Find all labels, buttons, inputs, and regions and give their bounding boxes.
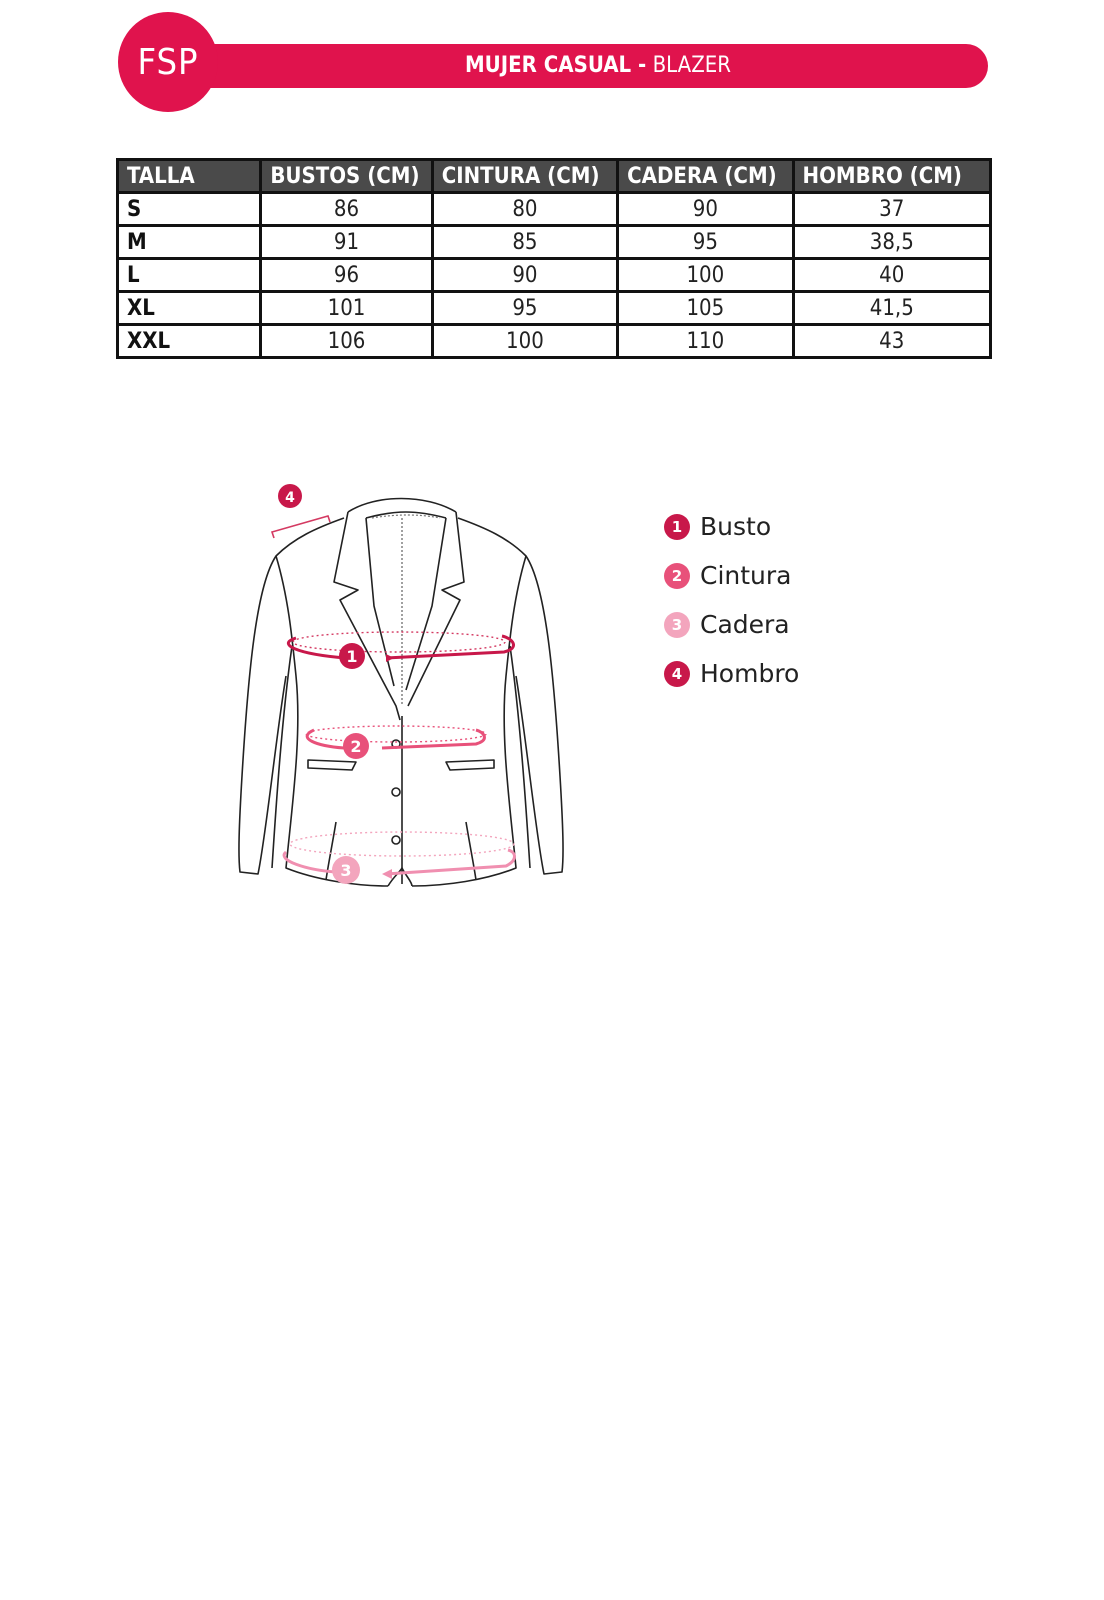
number-2-icon: 2 — [664, 563, 690, 589]
cell-cadera: 100 — [618, 259, 793, 292]
legend-item-cintura — [664, 551, 799, 600]
svg-text:2: 2 — [350, 737, 362, 756]
table-row — [118, 193, 991, 226]
cell-cintura: 85 — [432, 226, 617, 259]
legend-label: Cintura — [700, 561, 792, 590]
cell-cadera: 105 — [618, 292, 793, 325]
cell-cadera: 110 — [618, 325, 793, 358]
svg-text:3: 3 — [340, 861, 352, 880]
cell-busto: 86 — [261, 193, 432, 226]
cell-hombro: 38,5 — [793, 226, 990, 259]
header-talla: TALLA — [118, 160, 261, 193]
cell-cintura: 95 — [432, 292, 617, 325]
cell-busto: 106 — [261, 325, 432, 358]
legend-label: Cadera — [700, 610, 790, 639]
cell-talla: XXL — [118, 325, 261, 358]
logo-text: FSP — [137, 41, 199, 83]
legend-label: Hombro — [700, 659, 800, 688]
svg-text:4: 4 — [285, 490, 295, 506]
cell-hombro: 37 — [793, 193, 990, 226]
cell-talla: L — [118, 259, 261, 292]
title-product: BLAZER — [652, 53, 732, 78]
blazer-measurement-diagram — [236, 476, 566, 906]
brand-logo — [118, 12, 218, 112]
cell-busto: 96 — [261, 259, 432, 292]
cell-cintura: 100 — [432, 325, 617, 358]
cell-hombro: 41,5 — [793, 292, 990, 325]
header-cintura: CINTURA (CM) — [432, 160, 617, 193]
table-header-row — [118, 160, 991, 193]
svg-text:1: 1 — [346, 647, 358, 666]
cell-cadera: 90 — [618, 193, 793, 226]
table-row — [118, 226, 991, 259]
table-row — [118, 325, 991, 358]
cell-hombro: 43 — [793, 325, 990, 358]
cell-cintura: 90 — [432, 259, 617, 292]
legend-item-busto — [664, 502, 799, 551]
number-4-icon: 4 — [664, 661, 690, 687]
table-row — [118, 292, 991, 325]
header-banner — [168, 44, 988, 88]
legend-item-hombro — [664, 649, 799, 698]
legend-item-cadera — [664, 600, 799, 649]
measurement-legend — [664, 502, 799, 698]
cell-talla: S — [118, 193, 261, 226]
title-category: MUJER CASUAL - — [464, 53, 647, 78]
size-table — [116, 158, 992, 359]
table-row — [118, 259, 991, 292]
header-hombro: HOMBRO (CM) — [793, 160, 990, 193]
blazer-illustration-icon — [236, 476, 566, 906]
cell-talla: XL — [118, 292, 261, 325]
page-title — [168, 44, 988, 88]
cell-busto: 101 — [261, 292, 432, 325]
cell-cadera: 95 — [618, 226, 793, 259]
number-3-icon: 3 — [664, 612, 690, 638]
cell-busto: 91 — [261, 226, 432, 259]
cell-cintura: 80 — [432, 193, 617, 226]
header-busto: BUSTOS (CM) — [261, 160, 432, 193]
number-1-icon: 1 — [664, 514, 690, 540]
legend-label: Busto — [700, 512, 772, 541]
cell-hombro: 40 — [793, 259, 990, 292]
cell-talla: M — [118, 226, 261, 259]
header-cadera: CADERA (CM) — [618, 160, 793, 193]
